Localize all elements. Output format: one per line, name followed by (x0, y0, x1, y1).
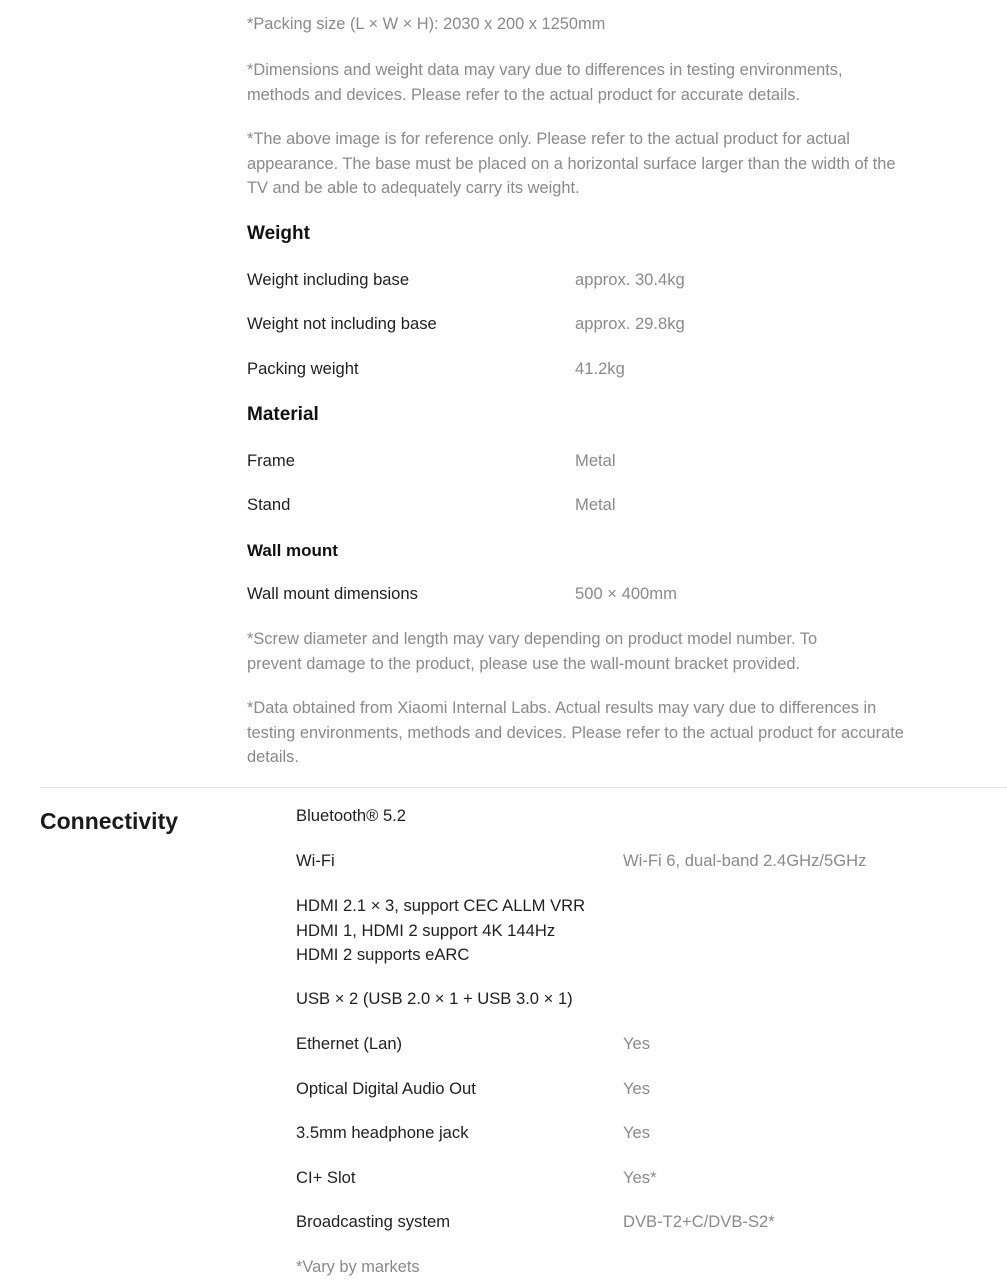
wifi-value: Wi-Fi 6, dual-band 2.4GHz/5GHz (623, 851, 867, 870)
hdmi-spec-block (296, 894, 585, 968)
headphone-jack-label: 3.5mm headphone jack (296, 1123, 469, 1142)
ci-slot-label: CI+ Slot (296, 1168, 356, 1187)
weight-not-including-base-value: approx. 29.8kg (575, 314, 685, 333)
wifi-label: Wi-Fi (296, 851, 335, 870)
weight-including-base-label: Weight including base (247, 270, 410, 289)
frame-value: Metal (575, 451, 616, 470)
material-heading: Material (247, 404, 319, 425)
packing-weight-value: 41.2kg (575, 359, 625, 378)
frame-label: Frame (247, 451, 295, 470)
optical-audio-label: Optical Digital Audio Out (296, 1079, 476, 1098)
ci-slot-value: Yes* (623, 1168, 657, 1187)
wall-mount-dimensions-value: 500 × 400mm (575, 584, 677, 603)
wall-mount-dimensions-label: Wall mount dimensions (247, 584, 418, 603)
weight-heading: Weight (247, 223, 310, 244)
ethernet-label: Ethernet (Lan) (296, 1034, 403, 1053)
data-source-note: *Data obtained from Xiaomi Internal Labs. Actual results may vary due to differences in testing environments, methods and devices. Please refer to the actual product for accurate details. (247, 699, 904, 766)
stand-value: Metal (575, 495, 616, 514)
bluetooth-label: Bluetooth® 5.2 (296, 806, 407, 825)
weight-including-base-value: approx. 30.4kg (575, 270, 685, 289)
connectivity-title: Connectivity (40, 808, 179, 834)
hdmi-line: HDMI 2 supports eARC (296, 945, 470, 964)
hdmi-line: HDMI 2.1 × 3, support CEC ALLM VRR (296, 896, 586, 915)
hdmi-line: HDMI 1, HDMI 2 support 4K 144Hz (296, 920, 556, 940)
stand-label: Stand (247, 495, 291, 514)
ethernet-value: Yes (623, 1034, 651, 1053)
dimensions-vary-note: *Dimensions and weight data may vary due to differences in testing environments, methods and devices. Please refer to the actual product for accurate details. (247, 61, 843, 104)
broadcasting-system-label: Broadcasting system (296, 1212, 451, 1231)
headphone-jack-value: Yes (623, 1123, 651, 1142)
wall-mount-heading: Wall mount (247, 541, 338, 560)
image-reference-note: *The above image is for reference only. Please refer to the actual product for actual appearance. The base must be placed on a horizontal surface larger than the width of the TV and be able to adequately carry its weight. (247, 130, 896, 197)
section-divider (40, 787, 1007, 788)
broadcasting-system-value: DVB-T2+C/DVB-S2* (623, 1212, 775, 1231)
weight-not-including-base-label: Weight not including base (247, 314, 437, 333)
screw-note: *Screw diameter and length may vary depending on product model number. To prevent damage to the product, please use the wall-mount bracket provided. (247, 630, 818, 673)
vary-by-markets-note: *Vary by markets (296, 1258, 420, 1276)
optical-audio-value: Yes (623, 1079, 651, 1098)
usb-label: USB × 2 (USB 2.0 × 1 + USB 3.0 × 1) (296, 989, 573, 1008)
packing-weight-label: Packing weight (247, 359, 359, 378)
packing-size-note: *Packing size (L × W × H): 2030 x 200 x 1250mm (247, 15, 606, 33)
